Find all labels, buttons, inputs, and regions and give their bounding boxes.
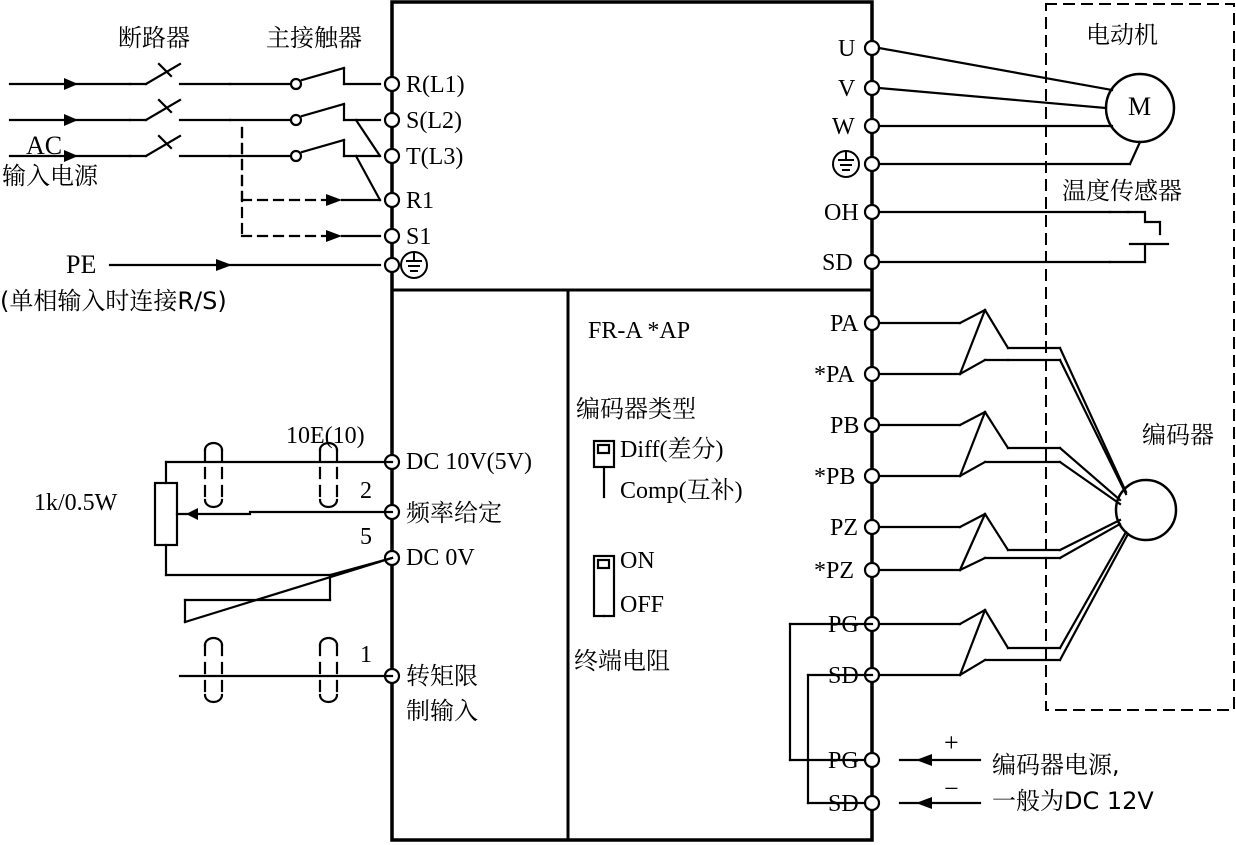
terminal-pb: PB: [830, 413, 860, 439]
terminal-v: V: [838, 76, 856, 102]
terminal-pg-power: PG: [828, 748, 859, 774]
terminal-pa: PA: [830, 311, 859, 337]
terminal-torque-limit-2: 制输入: [406, 697, 478, 725]
label-temp-sensor: 温度传感器: [1062, 177, 1182, 205]
label-terminator: 终端电阻: [574, 647, 670, 675]
label-contactor: 主接触器: [266, 24, 362, 52]
label-plus: +: [944, 728, 959, 757]
label-ac: AC: [26, 131, 63, 160]
label-encoder-power-1: 编码器电源,: [992, 751, 1120, 779]
motor-symbol: M: [1128, 92, 1152, 121]
terminal-torque-limit-1: 转矩限: [406, 662, 478, 690]
label-encoder: 编码器: [1142, 421, 1214, 449]
terminal-sd-encoder: SD: [828, 663, 859, 689]
terminal-u: U: [838, 36, 856, 62]
terminal-sd-power: SD: [828, 791, 859, 817]
terminal-s-l2: S(L2): [406, 108, 462, 134]
label-encoder-power-2: 一般为DC 12V: [992, 787, 1154, 815]
option-diff[interactable]: Diff(差分): [620, 437, 724, 463]
label-term-2: 2: [360, 478, 372, 504]
terminal-pg: PG: [828, 612, 859, 638]
label-term-5: 5: [360, 524, 372, 550]
terminal-s1: S1: [406, 224, 432, 250]
label-encoder-type: 编码器类型: [576, 395, 696, 423]
terminal-dc0v: DC 0V: [406, 545, 475, 571]
option-on[interactable]: ON: [620, 548, 655, 574]
label-pe: PE: [66, 250, 97, 279]
label-minus: −: [944, 774, 959, 803]
label-motor: 电动机: [1086, 21, 1158, 49]
label-ac-source: 输入电源: [2, 162, 98, 190]
terminal-dc10v: DC 10V(5V): [406, 449, 532, 475]
terminal-r1: R1: [406, 188, 435, 214]
label-option-board: FR-A *AP: [588, 318, 691, 344]
terminal-pb-neg: *PB: [814, 464, 856, 490]
label-breaker: 断路器: [118, 24, 190, 52]
option-comp[interactable]: Comp(互补): [620, 478, 743, 504]
option-off[interactable]: OFF: [620, 592, 665, 618]
terminal-t-l3: T(L3): [406, 144, 464, 170]
terminal-pz: PZ: [830, 515, 859, 541]
terminal-pz-neg: *PZ: [814, 558, 855, 584]
terminal-sd-thermal: SD: [822, 250, 853, 276]
label-10e: 10E(10): [286, 423, 365, 449]
label-single-phase-note: (单相输入时连接R/S): [0, 287, 227, 315]
label-term-1: 1: [360, 642, 372, 668]
terminal-r-l1: R(L1): [406, 72, 465, 98]
terminal-pa-neg: *PA: [814, 362, 855, 388]
terminal-w: W: [832, 114, 855, 140]
label-potentiometer: 1k/0.5W: [34, 490, 118, 516]
terminal-freq-set: 频率给定: [406, 499, 502, 527]
terminal-oh: OH: [824, 200, 859, 226]
